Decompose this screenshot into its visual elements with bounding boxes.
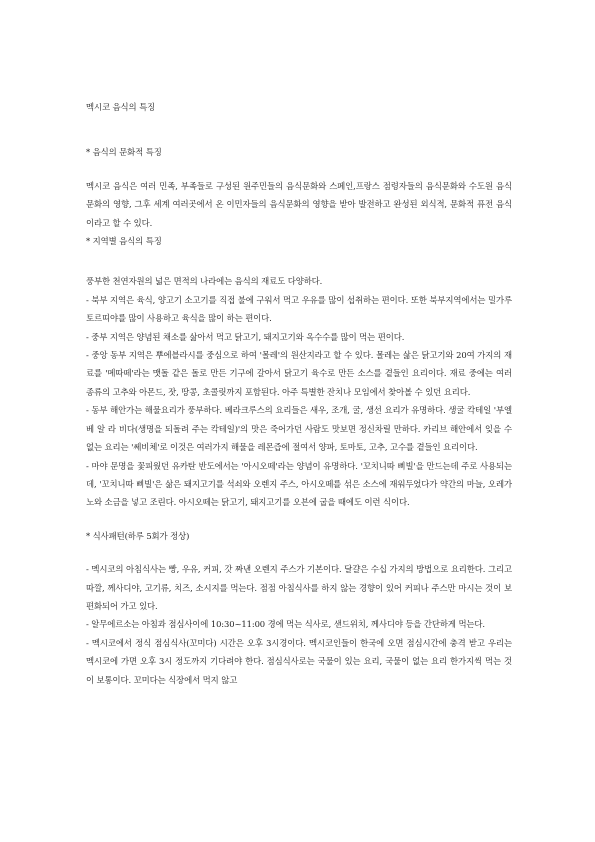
- list-item: - 멕시코에서 정식 점심식사(꼬미다) 시간은 오후 3시경이다. 멕시코인들이 한국에 오면 점심시간에 충격 받고 우리는 멕시코에 가면 오후 3시 정도까지 기다려야 한다. 점심식사로는 국물이 있는 요리, 국물이 없는 요리 한가지씩 먹는 것이 보통이다. 꼬미다는 식장에서 먹지 않고: [86, 637, 512, 685]
- section-heading-regional: * 지역별 음식의 특징: [86, 236, 162, 247]
- list-item: - 동부 해안가는 해물요리가 풍부하다. 베라크루스의 요리들은 새우, 조개, 굴, 생선 요리가 유명하다. 생굴 칵테일 '부엘베 알 라 비다(생명을 되돌려 주는 칵테일)'의 맛은 죽어가던 사람도 맛보면 정신차릴 만하다. 카리브 해안에서 잊을 수 없는 요리는 '쎄비체'로 이것은 여러가지 해물을 레몬즙에 절여서 양파, 토마토, 고추, 고수를 곁들인 요리이다.: [86, 405, 512, 453]
- list-item: - 멕시코의 아침식사는 빵, 우유, 커피, 갓 짜낸 오렌지 주스가 기본이다. 달걀은 수십 가지의 방법으로 요리한다. 그리고 따깔, 께사디야, 고기류, 치즈, 소시지를 먹는다. 점점 아침식사를 하지 않는 경향이 있어 커피나 주스만 마시는 것이 보편화되어 가고 있다.: [86, 564, 512, 611]
- list-item: - 중부 지역은 양념된 채소를 삶아서 먹고 닭고기, 돼지고기와 옥수수를 많이 먹는 편이다.: [86, 331, 405, 342]
- list-item: - 마야 문명을 꽃피웠던 유카탄 반도에서는 '아시오떼'라는 양념이 유명하다. '꼬치니따 삐빌'을 만드는데 주로 사용되는데, '꼬치니따 삐빌'은 삶은 돼지고기를 석쇠와 오렌지 주스, 아시오떼를 섞은 소스에 재워두었다가 약간의 마늘, 오레가노와 소금을 넣고 조린다. 아시오떼는 닭고기, 돼지고기를 오븐에 굽을 때에도 이런 식이다.: [86, 460, 512, 508]
- paragraph-regional-intro: 풍부한 천연자원의 넓은 면적의 나라에는 음식의 재료도 다양하다.: [86, 276, 323, 287]
- paragraph-culture: 멕시코 음식은 여러 민족, 부족들로 구성된 원주민들의 음식문화와 스페인,프랑스 점령자들의 음식문화와 수도원 음식문화의 영향, 그후 세계 여러곳에서 온 이민자들의 음식문화의 영향을 받아 발전하고 완성된 외식적, 문화적 퓨전 음식이라고 할 수 있다.: [86, 180, 512, 228]
- list-item: - 중앙 동부 지역은 뿌에블라시를 중심으로 하여 '몰레'의 원산지라고 할 수 있다. 몰레는 삶은 닭고기와 20여 가지의 재료를 '메따떼'라는 맷돌 같은 돌로 만든 기구에 갈아서 닭고기 육수로 만든 소스를 곁들인 요리이다. 재료 중에는 여러 종류의 고추와 아몬드, 잣, 땅콩, 초콜릿까지 포함된다. 아주 특별한 잔치나 모임에서 찾아볼 수 있던 요리다.: [86, 350, 512, 397]
- document-page: [86, 98, 512, 689]
- list-item: - 알무에르소는 아침과 점심사이에 10:30~11:00 경에 먹는 식사로, 샌드위치, 께사디야 등을 간단하게 먹는다.: [86, 619, 485, 630]
- section-heading-meals: * 식사패턴(하루 5회가 정상): [86, 530, 190, 541]
- document-title: 멕시코 음식의 특징: [86, 102, 156, 112]
- list-item: - 북부 지역은 육식, 양고기 소고기를 직접 불에 구워서 먹고 우유를 많이 섭취하는 편이다. 또한 북부지역에서는 밀가루 토르띠야를 많이 사용하고 육식을 많이 하는 편이다.: [86, 294, 512, 324]
- section-heading-culture: * 음식의 문화적 특징: [86, 147, 162, 158]
